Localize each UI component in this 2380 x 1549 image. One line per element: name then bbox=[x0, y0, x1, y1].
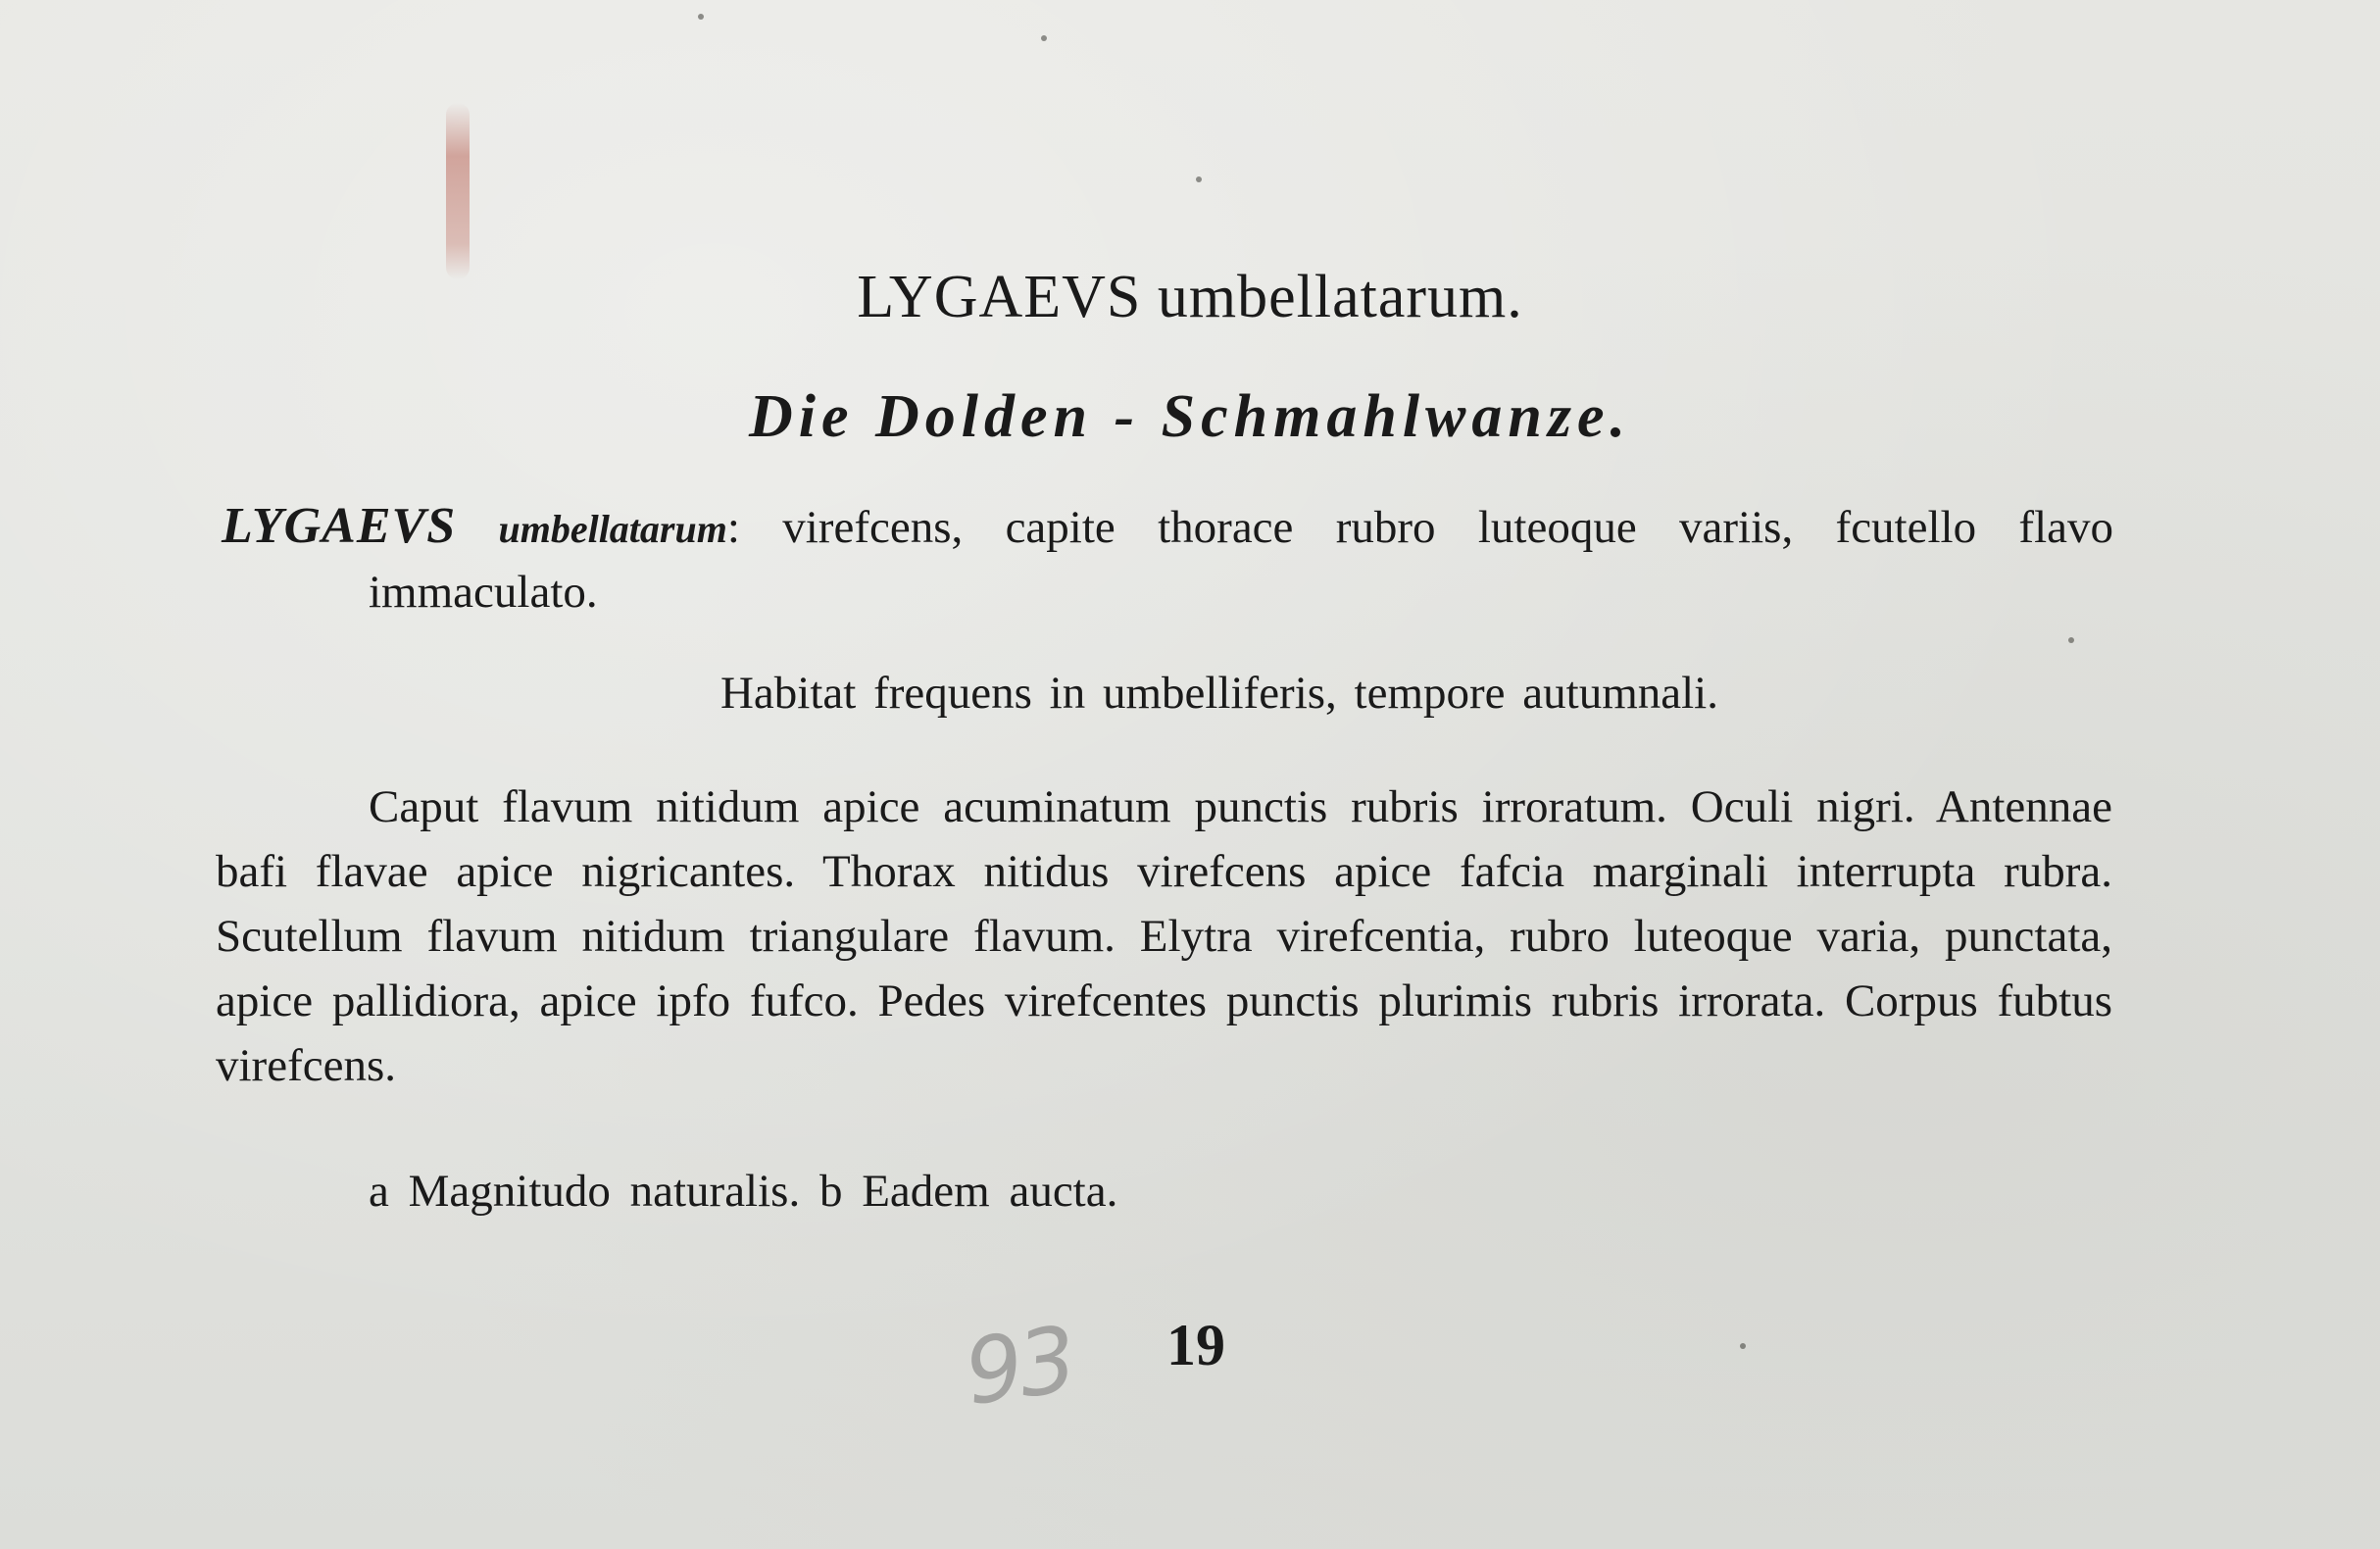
figure-legend: a Magnitudo naturalis. b Eadem aucta. bbox=[369, 1166, 1118, 1217]
page-title: LYGAEVS umbellatarum. bbox=[857, 264, 1523, 330]
habitat-line: Habitat frequens in umbelliferis, tempore autumnali. bbox=[719, 668, 1718, 719]
diagnosis-text: : virefcens, capite thorace rubro luteoque variis, fcutello flavo immaculato. bbox=[369, 502, 2113, 618]
paper-speck bbox=[1740, 1343, 1746, 1349]
diagnosis-species: umbellatarum bbox=[498, 507, 727, 551]
species-description: Caput flavum nitidum apice acuminatum punctis rubris irroratum. Oculi nigri. Antennae bafi flavae apice nigricantes. Thorax nitidus virefcens apice fafcia marginali interrupta rubra. Scutellum flavum nitidum triangulare flavum. Elytra virefcentia, rubro luteoque varia, punctata, apice pallidiora, apice ipfo fufco. Pedes virefcentes punctis plurimis rubris irrorata. Corpus fubtus virefcens. bbox=[216, 781, 2112, 1091]
pencil-annotation: 93 bbox=[959, 1306, 1079, 1426]
diagnosis-genus: LYGAEVS bbox=[222, 498, 457, 554]
species-diagnosis bbox=[222, 495, 2113, 624]
paper-speck bbox=[1196, 176, 1202, 182]
paper-stain bbox=[446, 103, 470, 279]
page-subtitle: Die Dolden - Schmahlwanze. bbox=[748, 383, 1632, 450]
paper-speck bbox=[1041, 35, 1047, 41]
paper-speck bbox=[698, 14, 704, 20]
paper-speck bbox=[2068, 637, 2074, 643]
page-number: 19 bbox=[1166, 1313, 1225, 1377]
